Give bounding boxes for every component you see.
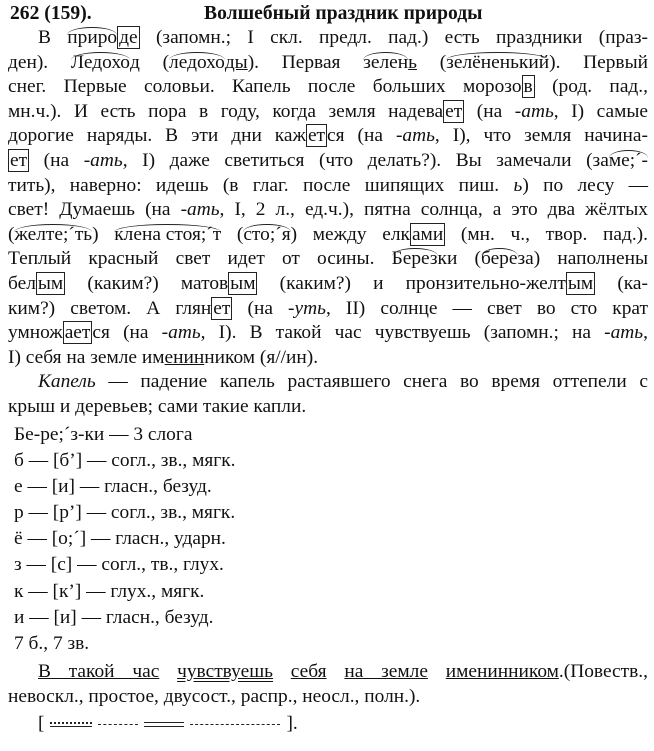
ending-box: ет [307, 125, 326, 147]
scheme-close-bracket: ]. [286, 713, 298, 735]
text-line-11: бел ым (каким?) матов ым (каким?) и пронзительно-желт ым (ка- [8, 272, 648, 294]
phonetic-row: р — [р’] — согл., зв., мягк. [14, 502, 236, 524]
scheme-open-bracket: [ [38, 713, 45, 735]
text-line-2: ден). Ледоход (ледоходы). Первая зелень (зелёненький). Первый [8, 51, 648, 76]
underlined-letter: д [129, 51, 140, 73]
phonetic-row: к — [к’] — глух., мягк. [14, 580, 205, 602]
phonetic-row: е — [и] — гласн., безуд. [14, 475, 212, 497]
underlined-letters: енин [164, 346, 205, 368]
sentence-scheme [8, 709, 648, 739]
ending-box: ым [37, 272, 64, 294]
underlined-letter: ь [408, 51, 417, 73]
root-mark: сто;´я [243, 223, 290, 248]
text-line-13: умнож ает ся (на -ать, I). В такой час чувствуешь (запомн.; на -ать, [8, 322, 648, 344]
ending-box: ым [567, 272, 594, 294]
root-mark: зелен [363, 51, 408, 76]
root-mark: Берез [392, 247, 438, 272]
underlined-letters: ды [224, 51, 248, 73]
ending-box: де [119, 27, 138, 48]
phonetic-word: Бе-ре;´з-ки — 3 слога [14, 423, 193, 445]
scheme-dashed-line [98, 724, 138, 725]
text-line-5: дорогие наряды. В эти дни каж ет ся (на -ать, I), что земля начина- [8, 125, 648, 147]
text-line-1: В приро де (запомн.; I скл. предл. пад.) есть праздники (праз- [8, 26, 648, 51]
syntax-line-2: невоскл., простое, двусост., распр., неосл., полн.). [8, 685, 421, 707]
phonetic-row: з — [с] — согл., тв., глух. [14, 554, 224, 576]
text-line-8: свет! Думаешь (на -ать, I, 2 л., ед.ч.), пятна солнца, а это два жёлтых [8, 199, 648, 221]
text-line-14: I) себя на земле именинником (я//ин). [8, 346, 319, 368]
syntax-word: В такой час [38, 661, 160, 683]
syntax-word: именинником [445, 661, 559, 683]
root-mark: ледохо [169, 51, 225, 76]
root-mark: Ледохо [71, 51, 130, 76]
root-mark: приро [67, 26, 117, 51]
ending-box: ет [445, 100, 463, 122]
text-line-6: ет (на -ать, I) даже светиться (что делать?). Вы замечали (заме;´- [8, 149, 648, 174]
root-mark: зелёненький [446, 51, 549, 76]
text-line-12: ким?) светом. А глян ет (на -уть, II) солнце — свет во сто крат [8, 297, 648, 319]
phonetic-row: ё — [о;´] — гласн., ударн. [14, 528, 226, 550]
text-line-9: (желте;´ть) клена стоя;´т (сто;´я) между елк ами (мн. ч., твор. пад.). [8, 223, 648, 248]
syntax-word: на земле [344, 661, 428, 683]
exercise-page [8, 2, 648, 739]
scheme-dashed-line [190, 724, 280, 725]
exercise-header [8, 2, 648, 26]
definition-term: Капель [38, 371, 96, 393]
phonetic-row: и — [и] — гласн., безуд. [14, 606, 214, 628]
syntax-word: себя [290, 661, 327, 683]
text-line-3: снег. Первые соловьи. Капель после больших морозо в (род. пад., [8, 76, 648, 98]
ending-box: ами [411, 223, 444, 245]
root-mark: ме;´- [609, 149, 648, 174]
definition-line-1: Капель — падение капель растаявшего снега во время оттепели с [38, 371, 648, 393]
phonetic-total: 7 б., 7 зв. [14, 633, 90, 654]
ending-box: в [523, 76, 533, 98]
ending-box: ет [10, 149, 28, 171]
syntax-line-1: В такой час чувствуешь себя на земле именинником.(Повеств., [38, 661, 648, 683]
root-mark: бере [481, 247, 518, 272]
root-mark: клена стоя;´т [114, 223, 221, 248]
root-mark: желте;´ть [14, 223, 92, 248]
text-line-4: мн.ч.). И есть пора в году, когда земля надева ет (на -ать, I) самые [8, 100, 649, 122]
scheme-double-line [144, 722, 184, 727]
exercise-title: Волшебный праздник природы [204, 3, 483, 24]
syntax-word: чувствуешь [177, 661, 273, 683]
text-line-10: Теплый красный свет идет от осины. Березки (береза) наполнены [8, 247, 648, 272]
exercise-number: 262 (159). [10, 3, 92, 24]
ending-box: ает [64, 322, 91, 344]
ending-box: ет [213, 297, 231, 319]
scheme-wavy-line [50, 722, 92, 727]
definition-line-2: крыш и деревьев; сами такие капли. [8, 395, 307, 417]
text-line-7: тить), наверно: идешь (в глаг. после шипящих пиш. ь) по лесу — [8, 174, 648, 196]
ending-box: ым [230, 272, 256, 294]
phonetic-row: б — [б’] — согл., зв., мягк. [14, 449, 236, 471]
